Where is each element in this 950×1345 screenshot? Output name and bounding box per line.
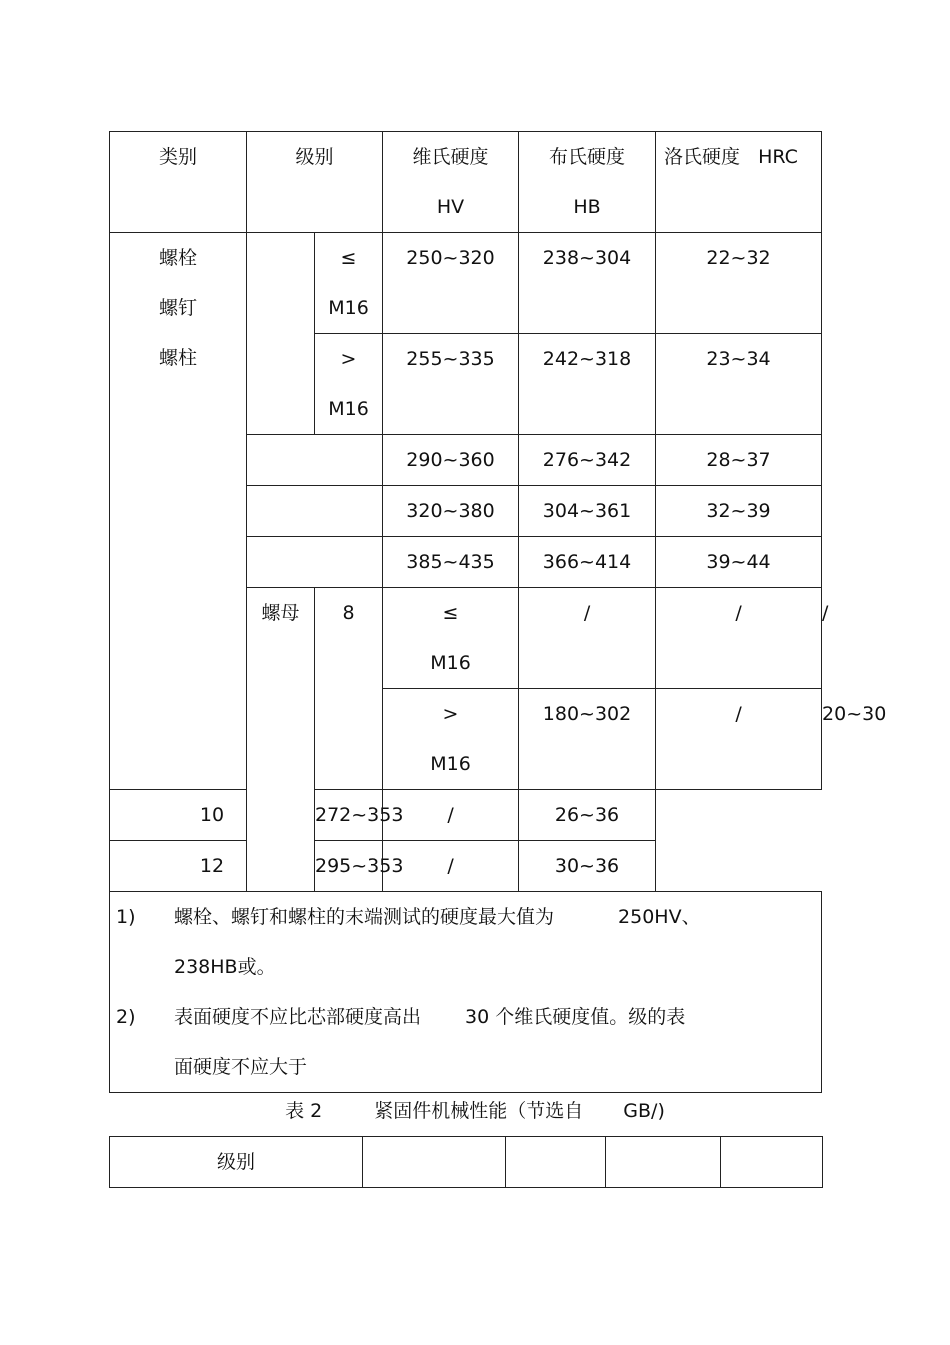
hrc-value: 26~36 xyxy=(519,790,656,841)
hrc-value: 39~44 xyxy=(656,537,822,588)
hb-value: / xyxy=(383,841,519,892)
header-grade: 级别 xyxy=(247,132,383,233)
hv-value: 385~435 xyxy=(383,537,519,588)
notes-row xyxy=(110,892,822,1093)
category-bolt: 螺栓 螺钉 螺柱 xyxy=(110,233,247,790)
header-row xyxy=(110,132,822,233)
grade-cell xyxy=(247,233,315,435)
header-grade: 级别 xyxy=(110,1137,363,1188)
table-row xyxy=(110,841,822,892)
table-row: > M16 180~302 / 20~30 xyxy=(110,689,822,790)
hv-value: / xyxy=(519,588,656,689)
hb-value: / xyxy=(383,790,519,841)
hardness-table xyxy=(109,131,887,1093)
hv-value: 180~302 xyxy=(519,689,656,790)
table-cell xyxy=(606,1137,721,1188)
hb-value: 304~361 xyxy=(519,486,656,537)
table-cell xyxy=(506,1137,606,1188)
grade-cell: 8 xyxy=(315,588,383,790)
grade-cell: 10 xyxy=(110,790,315,841)
grade-cell xyxy=(247,435,383,486)
category-nut: 螺母 xyxy=(247,588,315,892)
hrc-value: 32~39 xyxy=(656,486,822,537)
size-condition: ≤ M16 xyxy=(315,233,383,334)
hrc-value: 28~37 xyxy=(656,435,822,486)
size-condition: ≤ M16 xyxy=(383,588,519,689)
hb-value: 366~414 xyxy=(519,537,656,588)
hb-value: / xyxy=(656,588,822,689)
note-item: 1) 螺栓、螺钉和螺柱的末端测试的硬度最大值为 250HV、 238HB或。 xyxy=(116,906,701,978)
header-hb: 布氏硬度 HB xyxy=(519,132,656,233)
table-cell xyxy=(363,1137,506,1188)
header-hv: 维氏硬度 HV xyxy=(383,132,519,233)
table-row: 螺母 8 ≤ M16 / / / xyxy=(110,588,822,689)
hrc-value: 22~32 xyxy=(656,233,822,334)
table-cell xyxy=(721,1137,823,1188)
grade-cell: 12 xyxy=(110,841,315,892)
hv-value: 255~335 xyxy=(383,334,519,435)
header-hrc: 洛氏硬度 HRC xyxy=(656,132,822,233)
header-category: 类别 xyxy=(110,132,247,233)
notes-cell xyxy=(110,892,822,1093)
table-row xyxy=(110,1137,823,1188)
hv-value: 320~380 xyxy=(383,486,519,537)
hb-value: 276~342 xyxy=(519,435,656,486)
hrc-value: 30~36 xyxy=(519,841,656,892)
grade-cell xyxy=(247,486,383,537)
size-condition: > M16 xyxy=(383,689,519,790)
hv-value: 290~360 xyxy=(383,435,519,486)
grade-cell xyxy=(247,537,383,588)
hv-value: 272~353 xyxy=(315,790,383,841)
size-condition: > M16 xyxy=(315,334,383,435)
hv-value: 250~320 xyxy=(383,233,519,334)
hv-value: 295~353 xyxy=(315,841,383,892)
table-row xyxy=(110,233,822,334)
hb-value: / xyxy=(656,689,822,790)
mechanical-properties-table xyxy=(109,1136,823,1188)
table-row xyxy=(110,790,822,841)
hb-value: 238~304 xyxy=(519,233,656,334)
note-item: 2) 表面硬度不应比芯部硬度高出 30 个维氏硬度值。级的表 面硬度不应大于 xyxy=(116,1006,686,1078)
hrc-value: 23~34 xyxy=(656,334,822,435)
hb-value: 242~318 xyxy=(519,334,656,435)
table-caption: 表 2 紧固件机械性能（节选自 GB/) xyxy=(285,1100,665,1122)
